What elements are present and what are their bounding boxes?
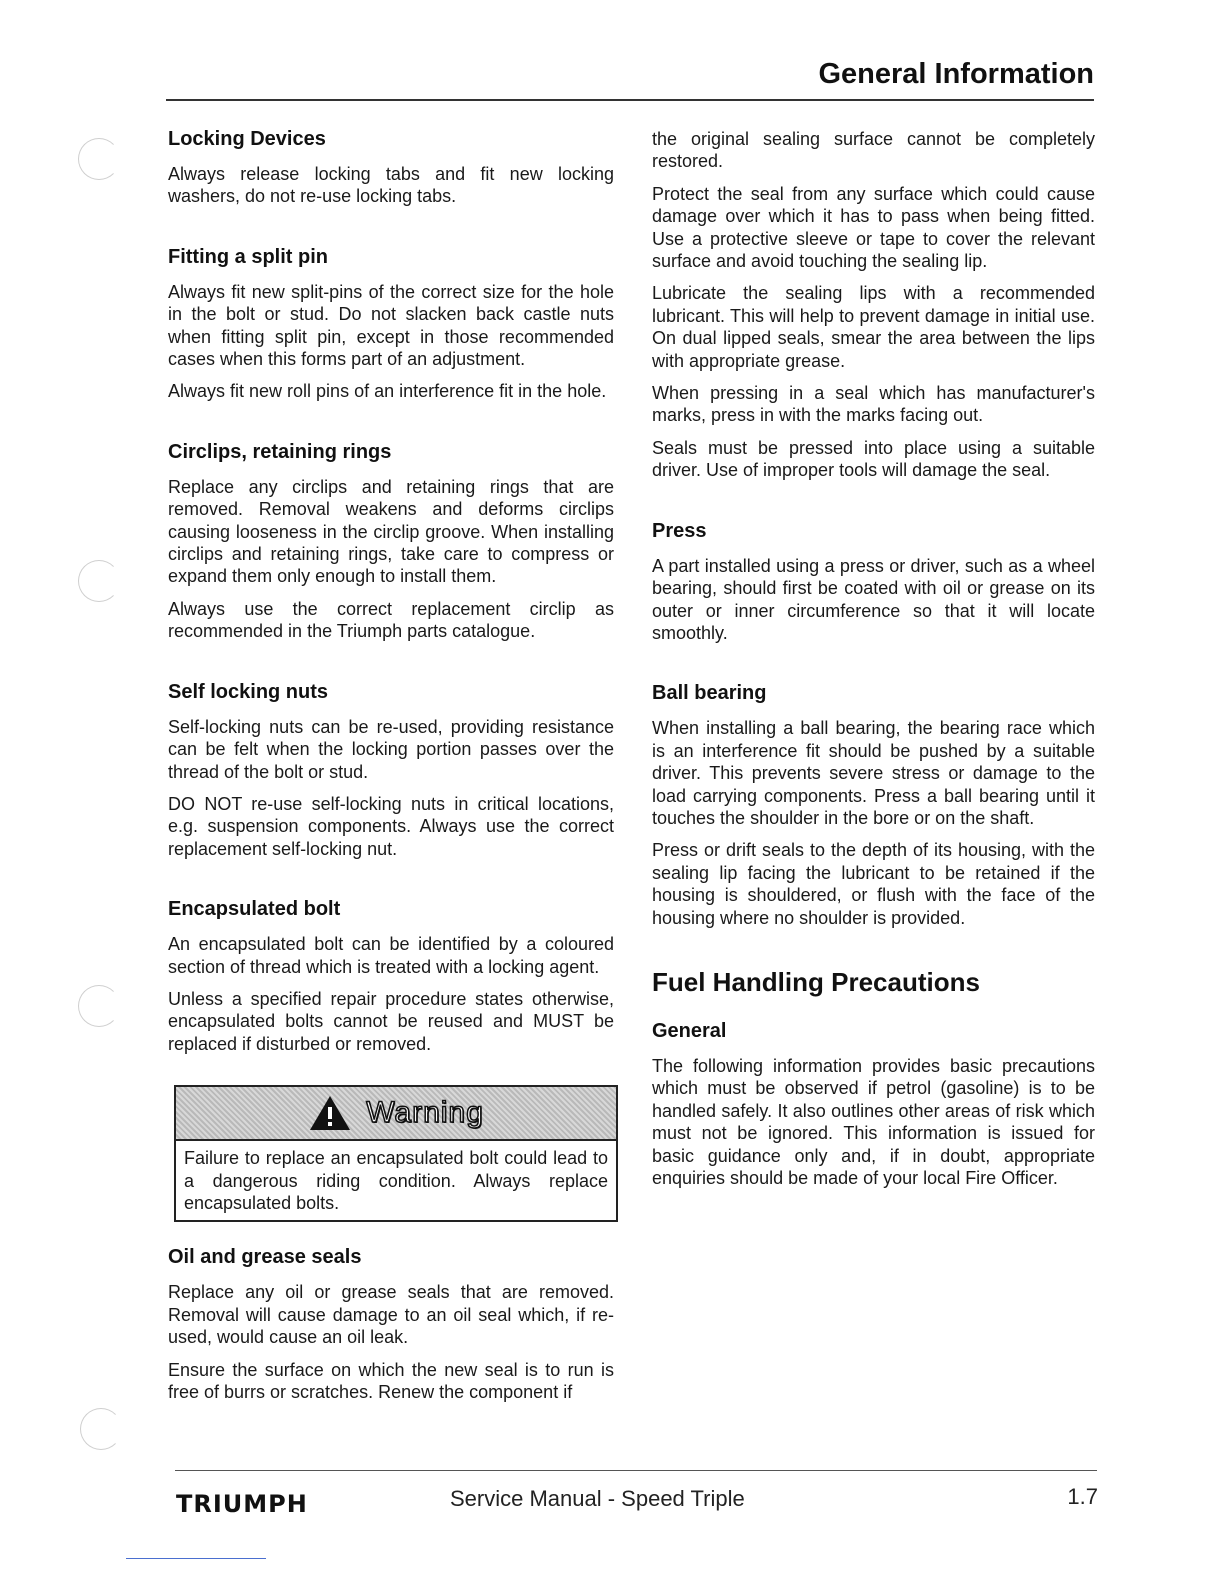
paragraph: Replace any circlips and retaining rings that are removed. Removal weakens and deforms circlips causing looseness in the circlip groove. When installing circlips and retaining rings, take care to compress or expand them only enough to install them.: [168, 476, 614, 587]
paragraph: Always use the correct replacement circlip as recommended in the Triumph parts catalogue.: [168, 598, 614, 642]
heading-oil-grease-seals: Oil and grease seals: [168, 1246, 362, 1269]
warning-triangle-icon: [308, 1094, 352, 1132]
warning-label: Warning: [366, 1096, 484, 1130]
binder-hole-2: [78, 560, 120, 602]
paragraph: Press or drift seals to the depth of its housing, with the sealing lip facing the lubricant to be retained if the housing is shouldered, or flush with the face of the housing where no shoulder is provided.: [652, 840, 1095, 928]
paragraph: DO NOT re-use self-locking nuts in critical locations, e.g. suspension components. Always use the correct replacement self-locking nut.: [168, 793, 614, 859]
paragraph: Self-locking nuts can be re-used, providing resistance can be felt when the locking portion passes over the thread of the bolt or stud.: [168, 716, 614, 782]
heading-circlips: Circlips, retaining rings: [168, 440, 392, 463]
heading-encapsulated-bolt: Encapsulated bolt: [168, 898, 341, 921]
paragraph: Seals must be pressed into place using a suitable driver. Use of improper tools will damage the seal.: [652, 437, 1095, 481]
heading-press: Press: [652, 519, 707, 542]
paragraph: Protect the seal from any surface which could cause damage over which it has to pass when being fitted. Use a protective sleeve or tape to cover the relevant surface and avoid touching the sealing lip.: [652, 183, 1095, 272]
page-header-title: General Information: [818, 58, 1094, 90]
heading-self-locking-nuts: Self locking nuts: [168, 680, 329, 703]
paragraph: Ensure the surface on which the new seal is to run is free of burrs or scratches. Renew the component if: [168, 1359, 614, 1402]
page-edge-line: [126, 1558, 266, 1559]
paragraph: Replace any oil or grease seals that are removed. Removal will cause damage to an oil seal which, if re-used, would cause an oil leak.: [168, 1282, 614, 1348]
page-number: 1.7: [1067, 1484, 1098, 1509]
header-rule: [166, 99, 1094, 101]
paragraph: The following information provides basic precautions which must be observed if petrol (gasoline) is to be handled safely. It also outlines other areas of risk which must not be ignored. This information is issued for basic guidance only and, if in doubt, appropriate enquiries should be made of your local Fire Officer.: [652, 1055, 1095, 1188]
left-column: [168, 128, 614, 1413]
right-column: [652, 128, 1095, 1199]
warning-box: [174, 1085, 618, 1222]
paragraph: Lubricate the sealing lips with a recommended lubricant. This will help to prevent damage in initial use. On dual lipped seals, smear the area between the lips with appropriate grease.: [652, 283, 1095, 371]
footer-manual-title: Service Manual - Speed Triple: [450, 1486, 745, 1511]
warning-header: [176, 1087, 616, 1141]
heading-general: General: [652, 1019, 727, 1042]
heading-split-pin: Fitting a split pin: [168, 245, 328, 268]
paragraph: A part installed using a press or driver, such as a wheel bearing, should first be coated with oil or grease on its outer or inner circumference so that it will locate smoothly.: [652, 555, 1095, 643]
paragraph: the original sealing surface cannot be completely restored.: [652, 129, 1095, 172]
warning-text: Failure to replace an encapsulated bolt could lead to a dangerous riding condition. Always replace encapsulated bolts.: [184, 1148, 608, 1213]
paragraph: When installing a ball bearing, the bearing race which is an interference fit should be pushed by a suitable driver. This prevents severe stress or damage to the load carrying components. Press a ball bearing until it touches the shoulder in the bore or on the shaft.: [652, 718, 1095, 828]
paragraph: When pressing in a seal which has manufacturer's marks, press in with the marks facing out.: [652, 383, 1095, 426]
binder-hole-4: [80, 1408, 122, 1450]
binder-hole-1: [78, 138, 120, 180]
paragraph: Unless a specified repair procedure states otherwise, encapsulated bolts cannot be reused and MUST be replaced if disturbed or removed.: [168, 988, 614, 1054]
triumph-logo: TRIUMPH: [176, 1490, 308, 1518]
paragraph: Always fit new roll pins of an interference fit in the hole.: [168, 381, 607, 402]
footer-rule: [175, 1470, 1097, 1471]
binder-hole-3: [78, 985, 120, 1027]
heading-locking-devices: Locking Devices: [168, 128, 326, 150]
heading-ball-bearing: Ball bearing: [652, 682, 767, 705]
paragraph: An encapsulated bolt can be identified by a coloured section of thread which is treated with a locking agent.: [168, 934, 614, 977]
heading-fuel-handling: Fuel Handling Precautions: [652, 966, 980, 997]
paragraph: Always fit new split-pins of the correct size for the hole in the bolt or stud. Do not slacken back castle nuts when fitting split pin, except in those recommended cases when this forms part of an adjustment.: [168, 281, 614, 370]
paragraph: Always release locking tabs and fit new locking washers, do not re-use locking tabs.: [168, 164, 614, 207]
